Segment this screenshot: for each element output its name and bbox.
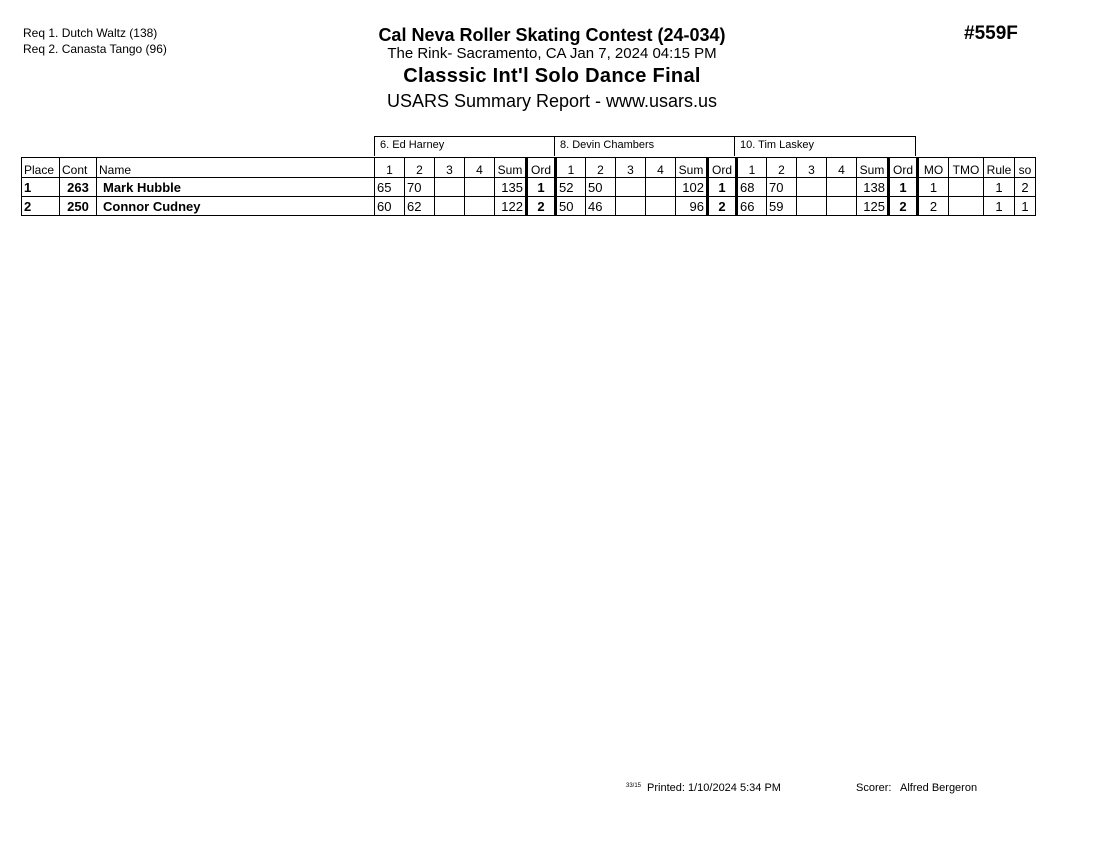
col-header-j8-sum: Sum — [676, 158, 708, 178]
score-cell: 66 — [737, 197, 767, 216]
score-cell: 60 — [375, 197, 405, 216]
score-cell: 70 — [405, 178, 435, 197]
scorer-label: Scorer: — [856, 782, 892, 794]
contest-title: Cal Neva Roller Skating Contest (24-034) — [378, 25, 726, 45]
scorer-info — [856, 782, 977, 794]
score-cell: 46 — [586, 197, 616, 216]
ord-cell: 1 — [708, 178, 737, 197]
so-cell: 1 — [1015, 197, 1036, 216]
col-header-place: Place — [22, 158, 60, 178]
ord-cell: 2 — [527, 197, 556, 216]
skater-name: Connor Cudney — [97, 197, 375, 216]
sum-cell: 138 — [857, 178, 889, 197]
footer-tiny-code: 33/15 — [626, 783, 642, 789]
col-header-j6-1: 1 — [375, 158, 405, 178]
col-header-j6-2: 2 — [405, 158, 435, 178]
score-cell: 50 — [586, 178, 616, 197]
tmo-cell — [949, 197, 984, 216]
ord-cell: 1 — [889, 178, 918, 197]
rule-cell: 1 — [984, 178, 1015, 197]
place-cell: 1 — [22, 178, 60, 197]
results-table — [21, 157, 1036, 216]
sum-cell: 96 — [676, 197, 708, 216]
score-cell — [435, 178, 465, 197]
score-cell: 59 — [767, 197, 797, 216]
col-header-mo: MO — [918, 158, 949, 178]
col-header-j10-3: 3 — [797, 158, 827, 178]
score-cell: 62 — [405, 197, 435, 216]
skater-name: Mark Hubble — [97, 178, 375, 197]
score-cell — [646, 197, 676, 216]
score-cell: 52 — [556, 178, 586, 197]
cont-cell: 263 — [60, 178, 97, 197]
col-header-so: so — [1015, 158, 1036, 178]
requirement-2 — [23, 41, 167, 57]
col-header-j10-ord: Ord — [889, 158, 918, 178]
printed-info — [626, 782, 781, 794]
sum-cell: 125 — [857, 197, 889, 216]
score-cell — [827, 178, 857, 197]
score-cell — [465, 197, 495, 216]
rule-cell: 1 — [984, 197, 1015, 216]
col-header-j8-ord: Ord — [708, 158, 737, 178]
table-row — [22, 178, 1036, 197]
score-cell — [797, 197, 827, 216]
score-cell: 65 — [375, 178, 405, 197]
report-title: USARS Summary Report - www.usars.us — [386, 91, 718, 111]
col-header-j8-3: 3 — [616, 158, 646, 178]
place-cell: 2 — [22, 197, 60, 216]
table-row — [22, 197, 1036, 216]
requirement-1-label: Req 1. — [23, 26, 59, 40]
col-header-j10-2: 2 — [767, 158, 797, 178]
sum-cell: 135 — [495, 178, 527, 197]
event-title: Classsic Int'l Solo Dance Final — [403, 65, 701, 87]
table-header-row — [22, 158, 1036, 178]
judge-header-devin-chambers: 8. Devin Chambers — [554, 136, 735, 156]
judge-header-tim-laskey: 10. Tim Laskey — [734, 136, 916, 156]
sum-cell: 122 — [495, 197, 527, 216]
col-header-name: Name — [97, 158, 375, 178]
col-header-j6-4: 4 — [465, 158, 495, 178]
requirement-2-dance: Canasta Tango (96) — [61, 42, 167, 56]
score-cell: 70 — [767, 178, 797, 197]
col-header-j6-3: 3 — [435, 158, 465, 178]
col-header-j6-ord: Ord — [527, 158, 556, 178]
col-header-j8-2: 2 — [586, 158, 616, 178]
mo-cell: 1 — [918, 178, 949, 197]
event-number: #559F — [964, 23, 1018, 44]
scorer-name: Alfred Bergeron — [900, 782, 978, 794]
ord-cell: 1 — [527, 178, 556, 197]
score-cell — [465, 178, 495, 197]
sum-cell: 102 — [676, 178, 708, 197]
score-cell — [616, 197, 646, 216]
cont-cell: 250 — [60, 197, 97, 216]
venue-line: The Rink- Sacramento, CA Jan 7, 2024 04:15 PM — [387, 45, 717, 62]
so-cell: 2 — [1015, 178, 1036, 197]
col-header-j8-4: 4 — [646, 158, 676, 178]
col-header-j10-sum: Sum — [857, 158, 889, 178]
score-cell — [616, 178, 646, 197]
col-header-cont: Cont — [60, 158, 97, 178]
mo-cell: 2 — [918, 197, 949, 216]
ord-cell: 2 — [889, 197, 918, 216]
requirement-1-dance: Dutch Waltz (138) — [61, 26, 158, 40]
tmo-cell — [949, 178, 984, 197]
col-header-j8-1: 1 — [556, 158, 586, 178]
score-cell — [646, 178, 676, 197]
requirement-1 — [23, 25, 157, 41]
requirement-2-label: Req 2. — [23, 42, 59, 56]
col-header-rule: Rule — [984, 158, 1015, 178]
score-cell — [797, 178, 827, 197]
printed-timestamp: Printed: 1/10/2024 5:34 PM — [647, 782, 781, 794]
judge-header-ed-harney: 6. Ed Harney — [374, 136, 555, 156]
col-header-j10-4: 4 — [827, 158, 857, 178]
score-cell: 50 — [556, 197, 586, 216]
score-cell — [827, 197, 857, 216]
score-cell — [435, 197, 465, 216]
col-header-tmo: TMO — [949, 158, 984, 178]
col-header-j6-sum: Sum — [495, 158, 527, 178]
col-header-j10-1: 1 — [737, 158, 767, 178]
score-cell: 68 — [737, 178, 767, 197]
ord-cell: 2 — [708, 197, 737, 216]
